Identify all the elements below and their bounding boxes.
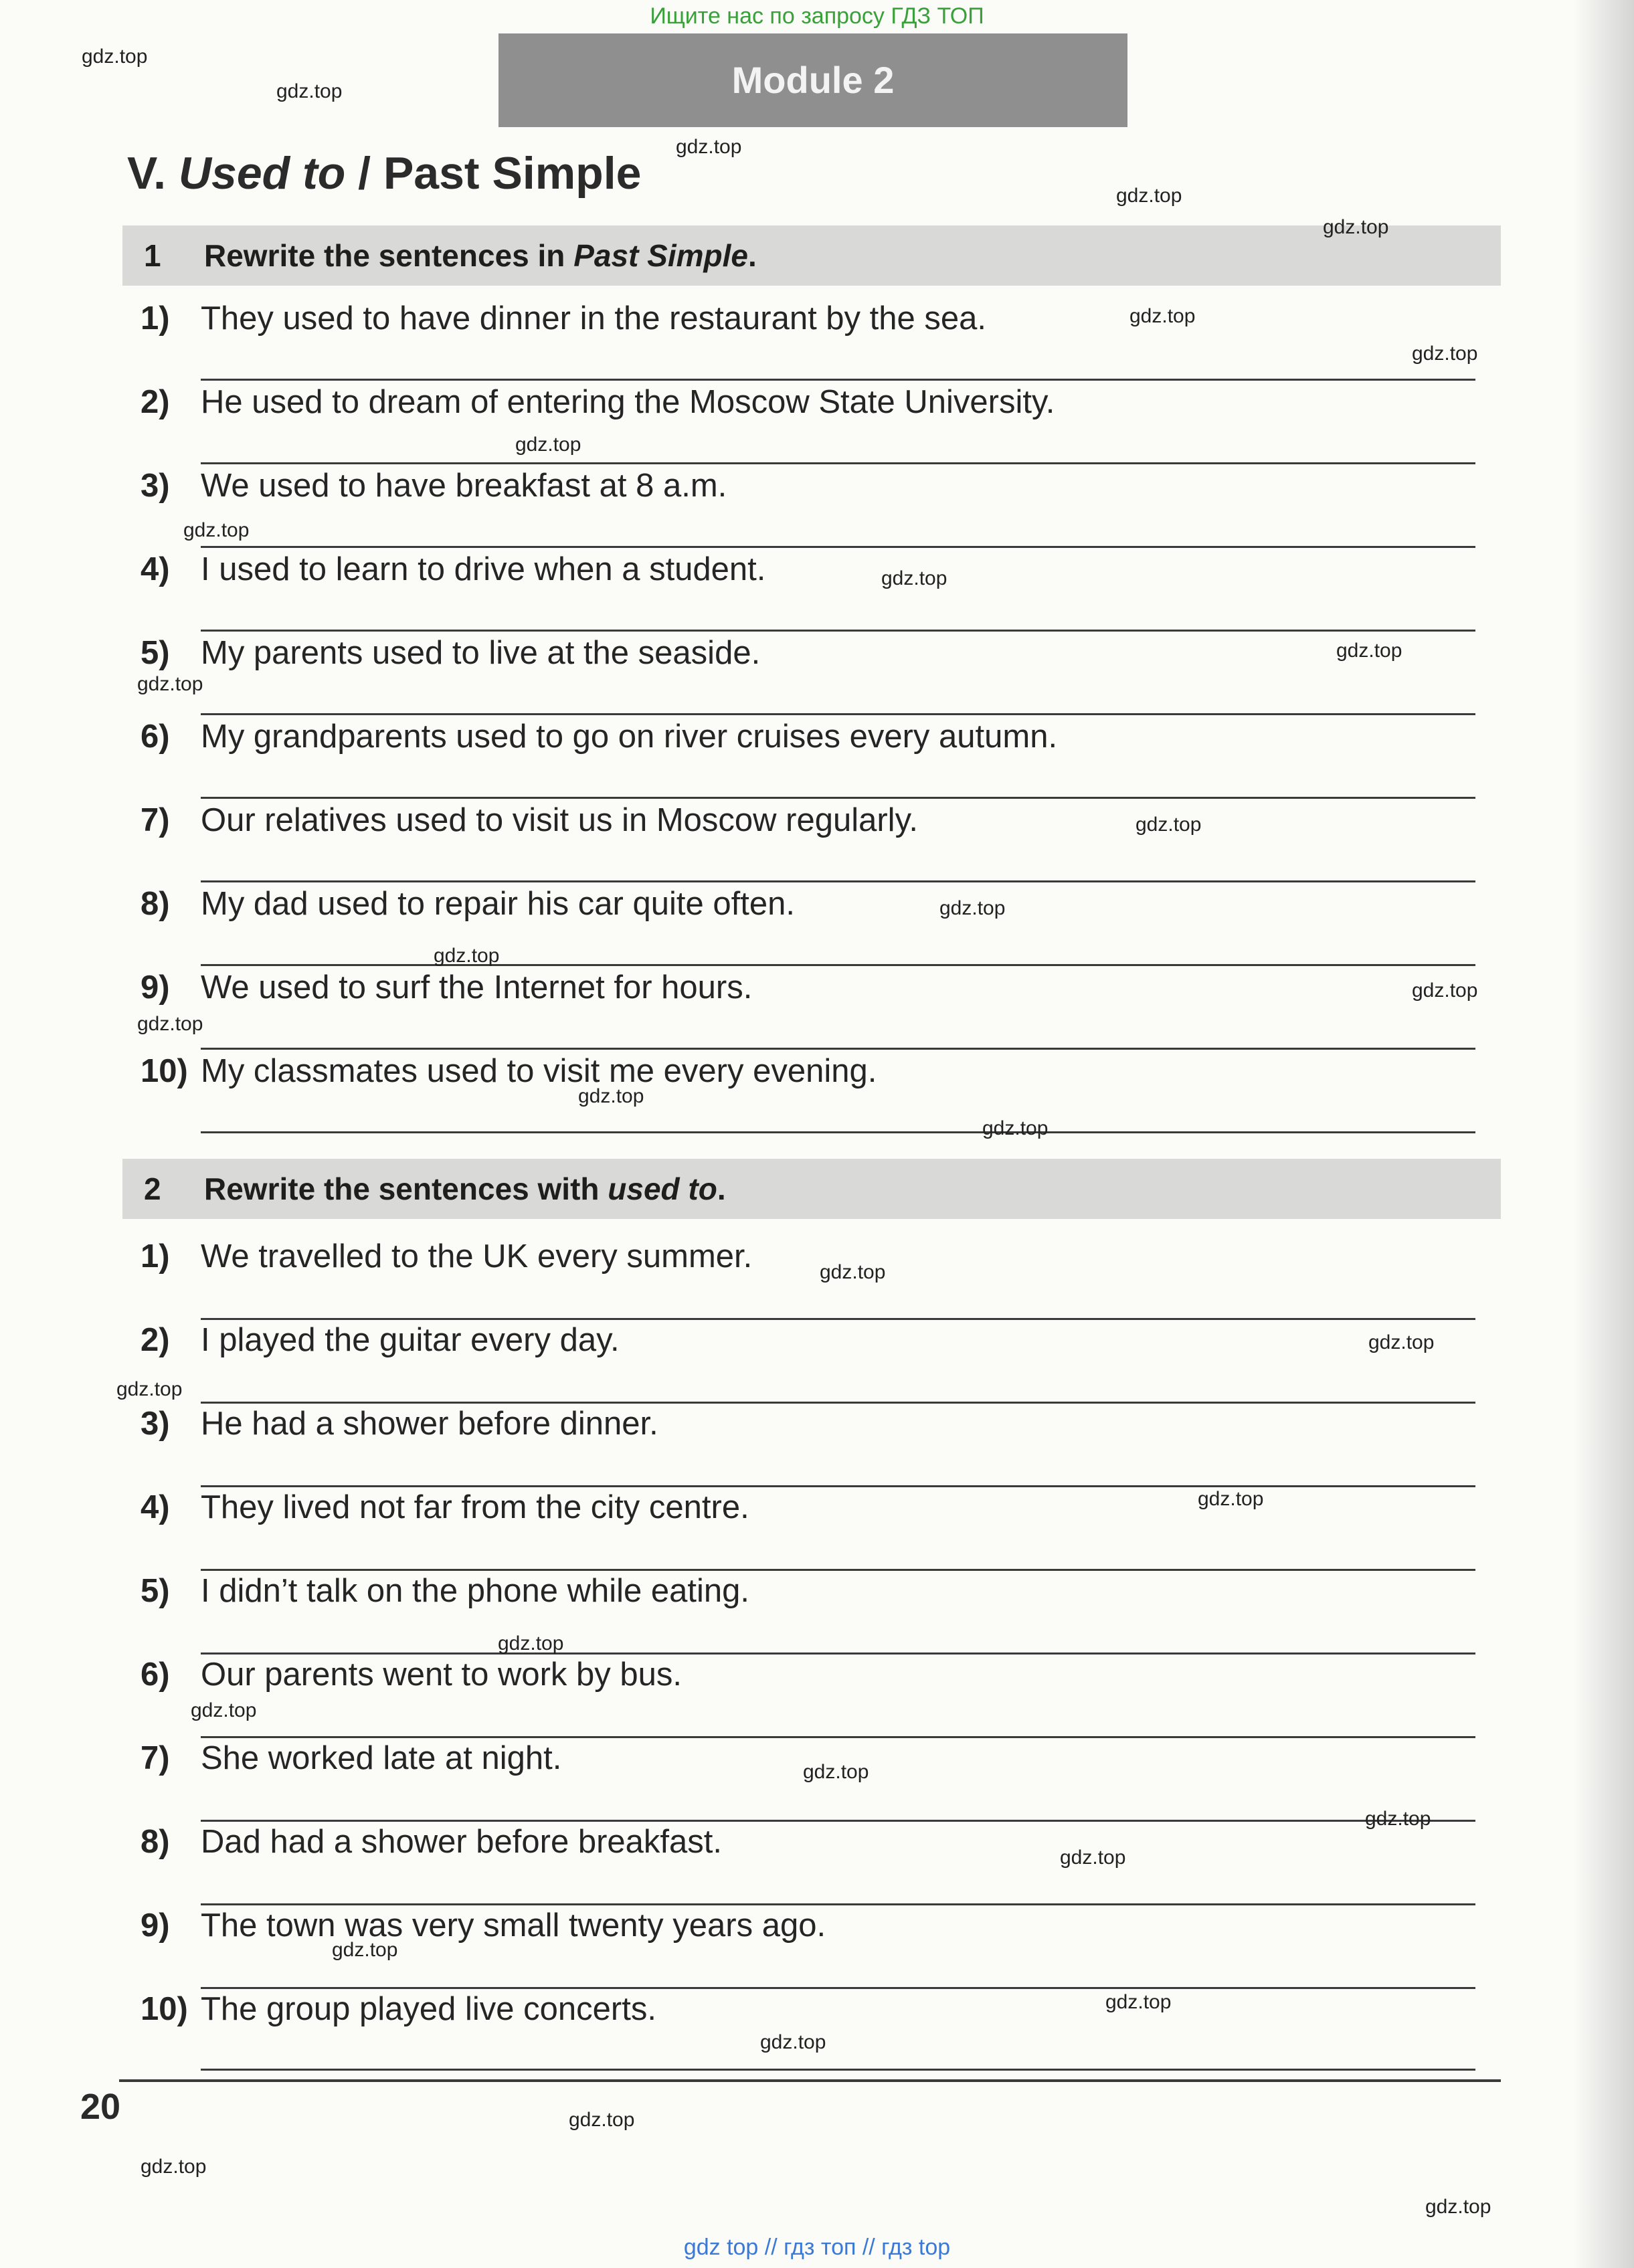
watermark: gdz.top	[676, 136, 742, 158]
watermark: gdz.top	[276, 80, 343, 102]
item-number: 4)	[141, 1489, 170, 1525]
exercise-1-item	[141, 549, 765, 589]
watermark: gdz.top	[1198, 1488, 1264, 1510]
watermark: gdz.top	[1060, 1847, 1126, 1869]
watermark: gdz.top	[498, 1632, 564, 1655]
exercise-1-item	[141, 1051, 877, 1091]
item-text: My parents used to live at the seaside.	[201, 635, 761, 671]
page-edge-shadow	[1574, 0, 1634, 2268]
watermark: gdz.top	[760, 2031, 826, 2053]
exercise-2-text: Rewrite the sentences with	[204, 1171, 608, 1206]
watermark: gdz.top	[1116, 185, 1182, 207]
watermark: gdz.top	[191, 1699, 257, 1721]
item-text: I played the guitar every day.	[201, 1322, 620, 1358]
watermark: gdz.top	[82, 45, 148, 68]
item-text: My classmates used to visit me every evening.	[201, 1053, 877, 1089]
watermark: gdz.top	[137, 673, 203, 695]
answer-line[interactable]	[201, 713, 1475, 715]
section-title	[127, 147, 641, 199]
exercise-1-item	[141, 298, 986, 339]
item-number: 3)	[141, 468, 170, 504]
answer-line[interactable]	[201, 379, 1475, 381]
item-number: 8)	[141, 886, 170, 922]
item-text: My grandparents used to go on river cruises every autumn.	[201, 719, 1058, 755]
section-title-suffix: / Past Simple	[345, 148, 642, 199]
exercise-2-end: .	[717, 1171, 726, 1206]
item-number: 9)	[141, 969, 170, 1006]
exercise-2-item	[141, 1571, 749, 1611]
item-text: He used to dream of entering the Moscow State University.	[201, 384, 1055, 420]
item-number: 5)	[141, 1573, 170, 1609]
exercise-2-title	[144, 1159, 726, 1219]
item-number: 5)	[141, 635, 170, 671]
item-number: 10)	[141, 1053, 188, 1089]
watermark: gdz.top	[137, 1013, 203, 1035]
watermark: gdz.top	[1129, 305, 1196, 327]
exercise-2-item	[141, 1738, 561, 1778]
answer-line[interactable]	[201, 880, 1475, 882]
item-text: They lived not far from the city centre.	[201, 1489, 749, 1525]
exercise-2-item	[141, 1905, 826, 1946]
exercise-1-text: Rewrite the sentences in	[204, 238, 574, 273]
watermark: gdz.top	[1365, 1808, 1431, 1830]
watermark: gdz.top	[1425, 2196, 1491, 2218]
watermark: gdz.top	[1323, 216, 1389, 238]
exercise-2-item	[141, 1655, 682, 1695]
answer-line[interactable]	[201, 1131, 1475, 1133]
item-text: My dad used to repair his car quite often.	[201, 886, 795, 922]
exercise-2-item	[141, 1822, 722, 1862]
item-text: Our relatives used to visit us in Moscow regularly.	[201, 802, 919, 838]
item-text: The town was very small twenty years ago.	[201, 1907, 826, 1944]
item-number: 9)	[141, 1907, 170, 1944]
answer-line[interactable]	[201, 630, 1475, 632]
exercise-1-item	[141, 800, 918, 840]
watermark: gdz.top	[939, 897, 1006, 919]
watermark: gdz.top	[1105, 1991, 1172, 2013]
item-number: 2)	[141, 384, 170, 420]
exercise-1-item	[141, 466, 727, 506]
item-text: Our parents went to work by bus.	[201, 1657, 682, 1693]
item-number: 6)	[141, 719, 170, 755]
watermark: gdz.top	[332, 1939, 398, 1961]
exercise-2-item	[141, 1404, 658, 1444]
exercise-1-title	[144, 225, 757, 286]
watermark: gdz.top	[141, 2156, 207, 2178]
exercise-1-number: 1	[144, 238, 161, 273]
answer-line[interactable]	[201, 964, 1475, 966]
item-text: They used to have dinner in the restaurant by the sea.	[201, 300, 987, 337]
watermark: gdz.top	[1336, 640, 1402, 662]
exercise-2-item	[141, 1487, 749, 1527]
watermark: gdz.top	[1412, 979, 1478, 1002]
exercise-1-end: .	[747, 238, 757, 273]
footer-rule	[119, 2079, 1501, 2082]
bottom-banner[interactable]: gdz top // гдз топ // гдз top	[683, 2235, 951, 2260]
exercise-1-item	[141, 382, 1055, 422]
section-title-prefix: V.	[127, 148, 179, 199]
item-number: 7)	[141, 1740, 170, 1776]
watermark: gdz.top	[578, 1085, 644, 1107]
exercise-2-item	[141, 1989, 656, 2029]
watermark: gdz.top	[116, 1378, 183, 1400]
top-banner[interactable]: Ищите нас по запросу ГДЗ ТОП	[650, 3, 984, 29]
watermark: gdz.top	[820, 1261, 886, 1283]
watermark: gdz.top	[515, 434, 581, 456]
exercise-1-italic: Past Simple	[573, 238, 748, 273]
watermark: gdz.top	[183, 519, 250, 541]
watermark: gdz.top	[569, 2109, 635, 2131]
item-text: We used to surf the Internet for hours.	[201, 969, 753, 1006]
item-number: 8)	[141, 1824, 170, 1860]
item-number: 6)	[141, 1657, 170, 1693]
watermark: gdz.top	[982, 1117, 1049, 1139]
watermark: gdz.top	[1412, 343, 1478, 365]
item-number: 4)	[141, 551, 170, 587]
item-number: 3)	[141, 1406, 170, 1442]
item-number: 1)	[141, 1238, 170, 1274]
item-text: He had a shower before dinner.	[201, 1406, 658, 1442]
item-text: We used to have breakfast at 8 a.m.	[201, 468, 727, 504]
item-number: 10)	[141, 1991, 188, 2027]
exercise-1-item	[141, 717, 1057, 757]
answer-line[interactable]	[201, 462, 1475, 464]
item-number: 1)	[141, 300, 170, 337]
item-text: The group played live concerts.	[201, 1991, 656, 2027]
item-text: We travelled to the UK every summer.	[201, 1238, 753, 1274]
answer-line[interactable]	[201, 2069, 1475, 2071]
exercise-2-number: 2	[144, 1171, 161, 1206]
item-number: 2)	[141, 1322, 170, 1358]
exercise-2-italic: used to	[608, 1171, 717, 1206]
answer-line[interactable]	[201, 1048, 1475, 1050]
watermark: gdz.top	[803, 1761, 869, 1783]
section-title-italic: Used to	[178, 148, 346, 199]
item-text: I used to learn to drive when a student.	[201, 551, 766, 587]
module-tab: Module 2	[498, 33, 1127, 127]
item-text: She worked late at night.	[201, 1740, 562, 1776]
item-number: 7)	[141, 802, 170, 838]
watermark: gdz.top	[1136, 814, 1202, 836]
watermark: gdz.top	[881, 567, 947, 589]
exercise-2-item	[141, 1320, 620, 1360]
page-number: 20	[80, 2087, 121, 2127]
exercise-1-item	[141, 884, 795, 924]
watermark: gdz.top	[434, 945, 500, 967]
answer-line[interactable]	[201, 546, 1475, 548]
watermark: gdz.top	[1368, 1331, 1435, 1353]
exercise-1-item	[141, 633, 760, 673]
answer-line[interactable]	[201, 797, 1475, 799]
item-text: I didn’t talk on the phone while eating.	[201, 1573, 749, 1609]
exercise-2-item	[141, 1236, 752, 1277]
exercise-1-item	[141, 967, 752, 1008]
item-text: Dad had a shower before breakfast.	[201, 1824, 723, 1860]
